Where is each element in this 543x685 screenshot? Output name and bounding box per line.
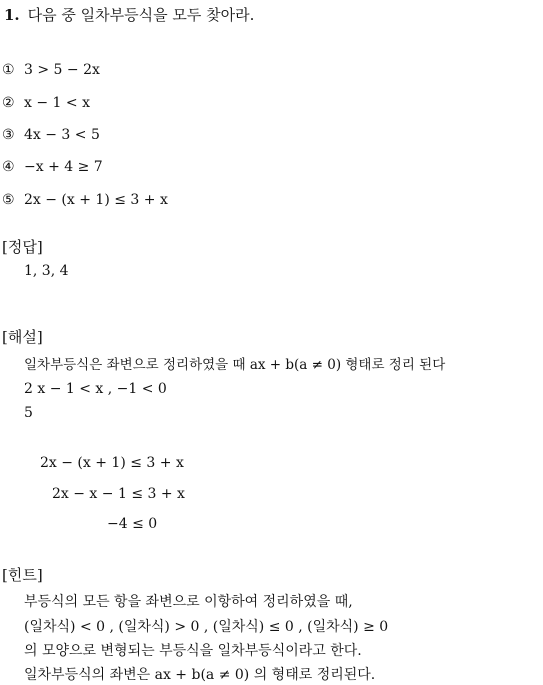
answer-value: 1, 3, 4 <box>24 263 69 279</box>
option-expression: 4x − 3 < 5 <box>24 127 100 143</box>
option-2 <box>2 95 90 111</box>
hint-line-2: (일차식) < 0 , (일차식) > 0 , (일차식) ≤ 0 , (일차식) ≥ 0 <box>24 619 389 635</box>
question-number: 1. <box>4 6 20 24</box>
option-expression: 3 > 5 − 2x <box>24 62 100 78</box>
option-1 <box>2 62 100 78</box>
explanation-line-3: 5 <box>24 405 33 421</box>
option-4 <box>2 159 103 175</box>
hint-line-4: 일차부등식의 좌변은 ax + b(a ≠ 0) 의 형태로 정리된다. <box>24 667 376 683</box>
explanation-step-2: 2x − x − 1 ≤ 3 + x <box>52 486 185 502</box>
option-marker: ③ <box>2 127 15 143</box>
answer-label: [정답] <box>2 238 43 256</box>
option-expression: x − 1 < x <box>24 95 90 111</box>
option-expression: −x + 4 ≥ 7 <box>24 159 103 175</box>
option-marker: ④ <box>2 159 15 175</box>
explanation-line-1: 일차부등식은 좌변으로 정리하였을 때 ax + b(a ≠ 0) 형태로 정리 된다 <box>24 357 446 373</box>
question-title <box>4 4 254 25</box>
question-text: 다음 중 일차부등식을 모두 찾아라. <box>27 6 255 24</box>
option-marker: ② <box>2 95 15 111</box>
option-3 <box>2 127 100 143</box>
hint-label: [힌트] <box>2 566 43 584</box>
explanation-step-3: −4 ≤ 0 <box>107 516 158 532</box>
option-5 <box>2 192 168 208</box>
option-expression: 2x − (x + 1) ≤ 3 + x <box>24 192 168 208</box>
explanation-step-1: 2x − (x + 1) ≤ 3 + x <box>40 455 184 471</box>
option-marker: ⑤ <box>2 192 15 208</box>
hint-line-1: 부등식의 모든 항을 좌변으로 이항하여 정리하였을 때, <box>24 594 353 610</box>
hint-line-3: 의 모양으로 변형되는 부등식을 일차부등식이라고 한다. <box>24 643 362 659</box>
option-marker: ① <box>2 62 15 78</box>
explanation-label: [해설] <box>2 328 43 346</box>
explanation-line-2: 2 x − 1 < x , −1 < 0 <box>24 381 167 397</box>
